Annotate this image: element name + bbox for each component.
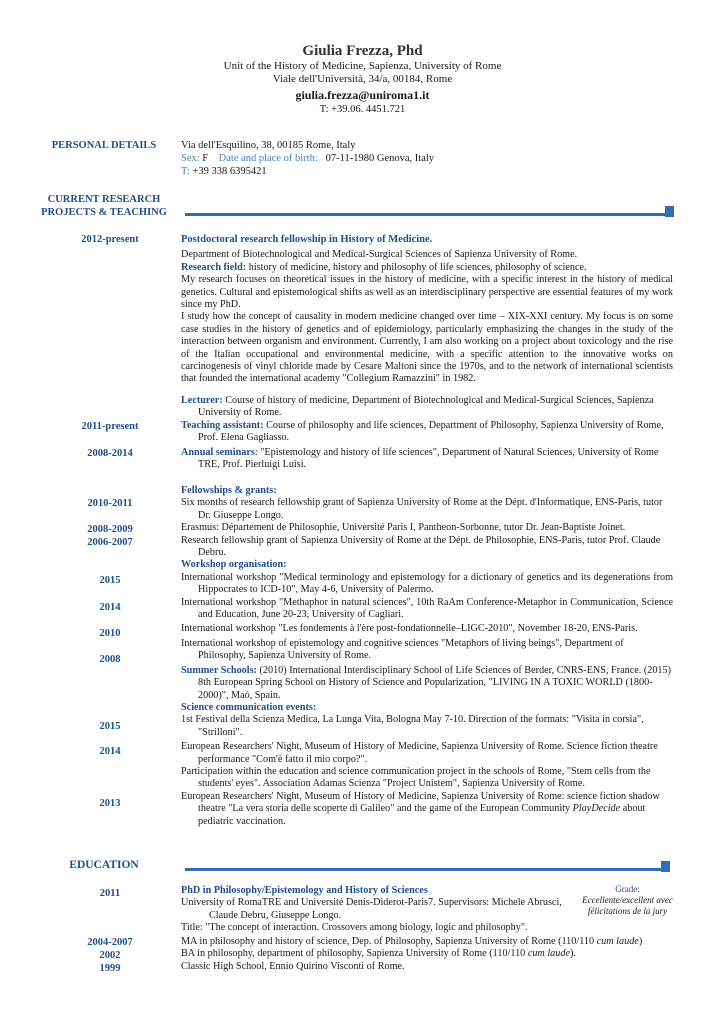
postdoc-title: Postdoctoral research fellowship in History of Medicine.	[181, 234, 433, 245]
section-rule	[185, 213, 665, 216]
degrees-block	[181, 936, 673, 973]
personal-details	[181, 139, 673, 178]
year-fellow3: 2006-2007	[87, 537, 133, 548]
seminars-label: Annual seminars	[181, 446, 255, 458]
address-line: Viale dell'Università, 34/a, 00184, Rome	[272, 73, 453, 85]
year-ws1: 2015	[99, 575, 121, 586]
year-seminars: 2008-2014	[87, 448, 133, 459]
year-ws4: 2008	[99, 654, 121, 665]
email-line: giulia.frezza@uniroma1.it	[295, 88, 430, 102]
sci-label: Science communication events:	[181, 701, 317, 713]
ma-item	[181, 936, 673, 948]
fellow-item-3: Research fellowship grant of Sapienza University of Rome at the Dépt. de Philosophie, ENS-Paris, tutor Prof. Claude Debru.	[181, 534, 661, 559]
sci-item-3-tail: about pediatric vaccination.	[198, 803, 646, 827]
current-research-label	[40, 193, 168, 219]
summer-value: (2010) International Interdisciplinary School of Life Sciences of Berder, CNRS-ENS, France. (2015) 8th European Spring School on History of Science and Popularization, "LIVING IN A TOXIC WORLD (1800-2000)", Maó, Spain.	[198, 664, 672, 701]
ta-value: Course of philosophy and life sciences, Department of Philosophy, Sapienza University of Rome, Prof. Elena Gagliasso.	[198, 419, 664, 444]
fellowships-block	[181, 485, 673, 828]
ta-label: Teaching assistant:	[181, 419, 264, 431]
postdoc-block	[181, 234, 673, 386]
ma-text: MA in philosophy and history of science, Dep. of Philosophy, Sapienza University of Rome (110/110	[181, 936, 597, 947]
ba-item	[181, 948, 673, 960]
current-research-label-line1: CURRENT RESEARCH	[47, 194, 161, 205]
birth-value: 07-11-1980 Genova, Italy	[325, 153, 435, 164]
ba-text: BA in philosophy, department of philosophy, Sapienza University of Rome (110/110	[181, 948, 528, 960]
year-ba: 2002	[99, 950, 121, 961]
ba-emph: cum laude	[527, 948, 570, 960]
tel-label: T:	[181, 166, 190, 177]
sci-item-2b: Participation within the education and science communication project in the schools of Rome, "Stem cells from the students' eyes". Association Adamas Scienza "Project Unistem", Sapienza University of Rome.	[181, 765, 651, 790]
year-sci1: 2015	[99, 721, 121, 732]
year-postdoc: 2012-present	[81, 234, 139, 245]
sci-item-2: European Researchers' Night, Museum of History of Medicine, Sapienza University of Rome. Science fiction theatre performance "Com'è fatto il mio corpo?".	[181, 741, 658, 765]
sex-label: Sex:	[181, 153, 200, 164]
summer-item	[181, 665, 673, 702]
teaching-block	[181, 395, 673, 471]
workshop-label: Workshop organisation:	[181, 559, 287, 571]
phd-thesis: Title: "The concept of interaction. Crossovers among biology, logic and philosophy".	[181, 922, 528, 934]
year-ws3: 2010	[99, 628, 121, 639]
lecturer-item	[181, 395, 673, 420]
fellow-item-1: Six months of research fellowship grant of Sapienza University of Rome at the Dépt. d'Informatique, ENS-Paris, tutor Dr. Giuseppe Longo.	[181, 497, 663, 521]
year-fellow2: 2008-2009	[87, 524, 133, 535]
personal-tel	[181, 165, 673, 178]
education-label: EDUCATION	[69, 859, 139, 871]
research-field-label: Research field:	[181, 261, 247, 273]
sci-item-3-text: European Researchers' Night, Museum of History of Medicine, Sapienza University of Rome: science fiction shadow theatre "La vera storia delle scoperte di Galileo" and the game of the European Community	[181, 790, 660, 815]
ta-item	[181, 420, 673, 445]
grade-label: Grade:	[615, 884, 640, 894]
year-fellow1: 2010-2011	[87, 498, 133, 509]
grade-value: Eccellente/excellent avec félicitations de la jury	[582, 895, 673, 916]
ma-tail: )	[638, 936, 643, 947]
phd-detail: University of RomaTRE and Université Denis-Diderot-Paris7. Supervisors: Michele Abrusci, Claude Debru, Giuseppe Longo.	[181, 897, 562, 921]
sci-item-1: 1st Festival della Scienza Medica, La Lunga Vita, Bologna May 7-10. Direction of the formats: "Visita in corsia", "Strilloni".	[181, 714, 644, 738]
year-phd: 2011	[99, 888, 121, 899]
unit-line: Unit of the History of Medicine, Sapienza, University of Rome	[223, 60, 502, 72]
research-paragraph-2: I study how the concept of causality in modern medicine changed over time – XIX-XXI century. My focus is on some case studies in the history of genetics and of epidemiology, particularly emphasizing the changes in the study of the interaction between organism and environment. Currently, I am also working on a project about toxicology and the rise of the Italian occupational and environmental medicine, with a specific attention to the innovative works on carcinogenesis of vinyl chloride made by Cesare Maltoni since the 1970s, and to the network of international scientists that founded the international academy "Collegium Ramazzini" in 1982.	[181, 311, 673, 385]
cv-header	[0, 42, 725, 116]
ws-item-2: International workshop "Methaphor in natural sciences", 10th RaAm Conference-Metaphor in Communication, Science and Education, June 20-23, University of Cagliari.	[181, 596, 673, 621]
hs-item: Classic High School, Ennio Quirino Visconti of Rome.	[181, 960, 405, 972]
ws-item-4: International workshop of epistemology and cognitive sciences "Metaphors of living beings", Department of Philosophy, Sapienza University of Rome.	[181, 637, 624, 662]
lecturer-value: Course of history of medicine, Department of Biotechnological and Medical-Surgical Sciences, Sapienza University of Rome.	[198, 395, 654, 419]
personal-details-label: PERSONAL DETAILS	[51, 140, 157, 151]
research-field-value: history of medicine, history and philosophy of life sciences, philosophy of science.	[246, 261, 587, 273]
fellow-item-2: Erasmus: Département de Philosophie, Université Paris I, Pantheon-Sorbonne, tutor Dr. Jean-Baptiste Joinet.	[181, 522, 626, 534]
section-rule-end	[665, 206, 674, 217]
personal-sex-birth	[181, 152, 673, 165]
ma-emph: cum laude	[596, 936, 639, 947]
postdoc-dept: Department of Biotechnological and Medical-Surgical Sciences of Sapienza University of Rome.	[181, 249, 578, 261]
fellowships-label: Fellowships & grants:	[181, 485, 277, 496]
ba-tail: ).	[569, 948, 576, 960]
current-research-label-line2: PROJECTS & TEACHING	[41, 207, 167, 218]
ws-item-1: International workshop "Medical terminology and epistemology for a dictionary of genetics and its degenerations from Hippocrates to ICD-10", May 4-6, University of Palermo.	[181, 571, 673, 596]
education-rule-end	[661, 861, 670, 872]
year-sci2: 2014	[99, 746, 121, 757]
year-ma: 2004-2007	[87, 937, 133, 948]
summer-label: Summer Schools:	[181, 664, 257, 676]
phd-grade	[580, 884, 675, 917]
ws-item-3: International workshop "Les fondements à l'ère post-fondationnelle–LIGC-2010", November 18-20, ENS-Paris.	[181, 623, 638, 635]
sex-value: F	[202, 153, 209, 164]
phd-block	[181, 885, 581, 935]
personal-address: Via dell'Esquilino, 38, 00185 Rome, Italy	[181, 140, 356, 151]
seminars-item	[181, 447, 673, 472]
phd-title: PhD in Philosophy/Epistemology and History of Sciences	[181, 885, 428, 896]
lecturer-label: Lecturer:	[181, 395, 223, 406]
sci-item-3-emph: PlayDecide	[572, 803, 621, 815]
year-sci3: 2013	[99, 798, 121, 809]
year-hs: 1999	[99, 963, 121, 974]
year-ta: 2011-present	[81, 421, 139, 432]
seminars-value: : "Epistemology and history of life sciences", Department of Natural Sciences, University of Rome TRE, Prof. Pierluigi Luisi.	[198, 446, 659, 471]
year-ws2: 2014	[99, 602, 121, 613]
tel-line: T: +39.06. 4451.721	[319, 104, 406, 115]
research-paragraph-1: My research focuses on theoretical issues in the history of medicine, with a specific interest in the history of medical genetics. Cultural and epistemological shifts as well as an interdisciplinary perspective are essential features of my work since my PhD.	[181, 274, 673, 311]
birth-label: Date and place of birth:	[218, 153, 318, 164]
tel-value: +39 338 6395421	[192, 166, 267, 177]
research-field	[181, 262, 673, 274]
education-rule	[185, 868, 665, 871]
author-name: Giulia Frezza, Phd	[302, 43, 423, 59]
sci-item-3	[181, 791, 673, 828]
